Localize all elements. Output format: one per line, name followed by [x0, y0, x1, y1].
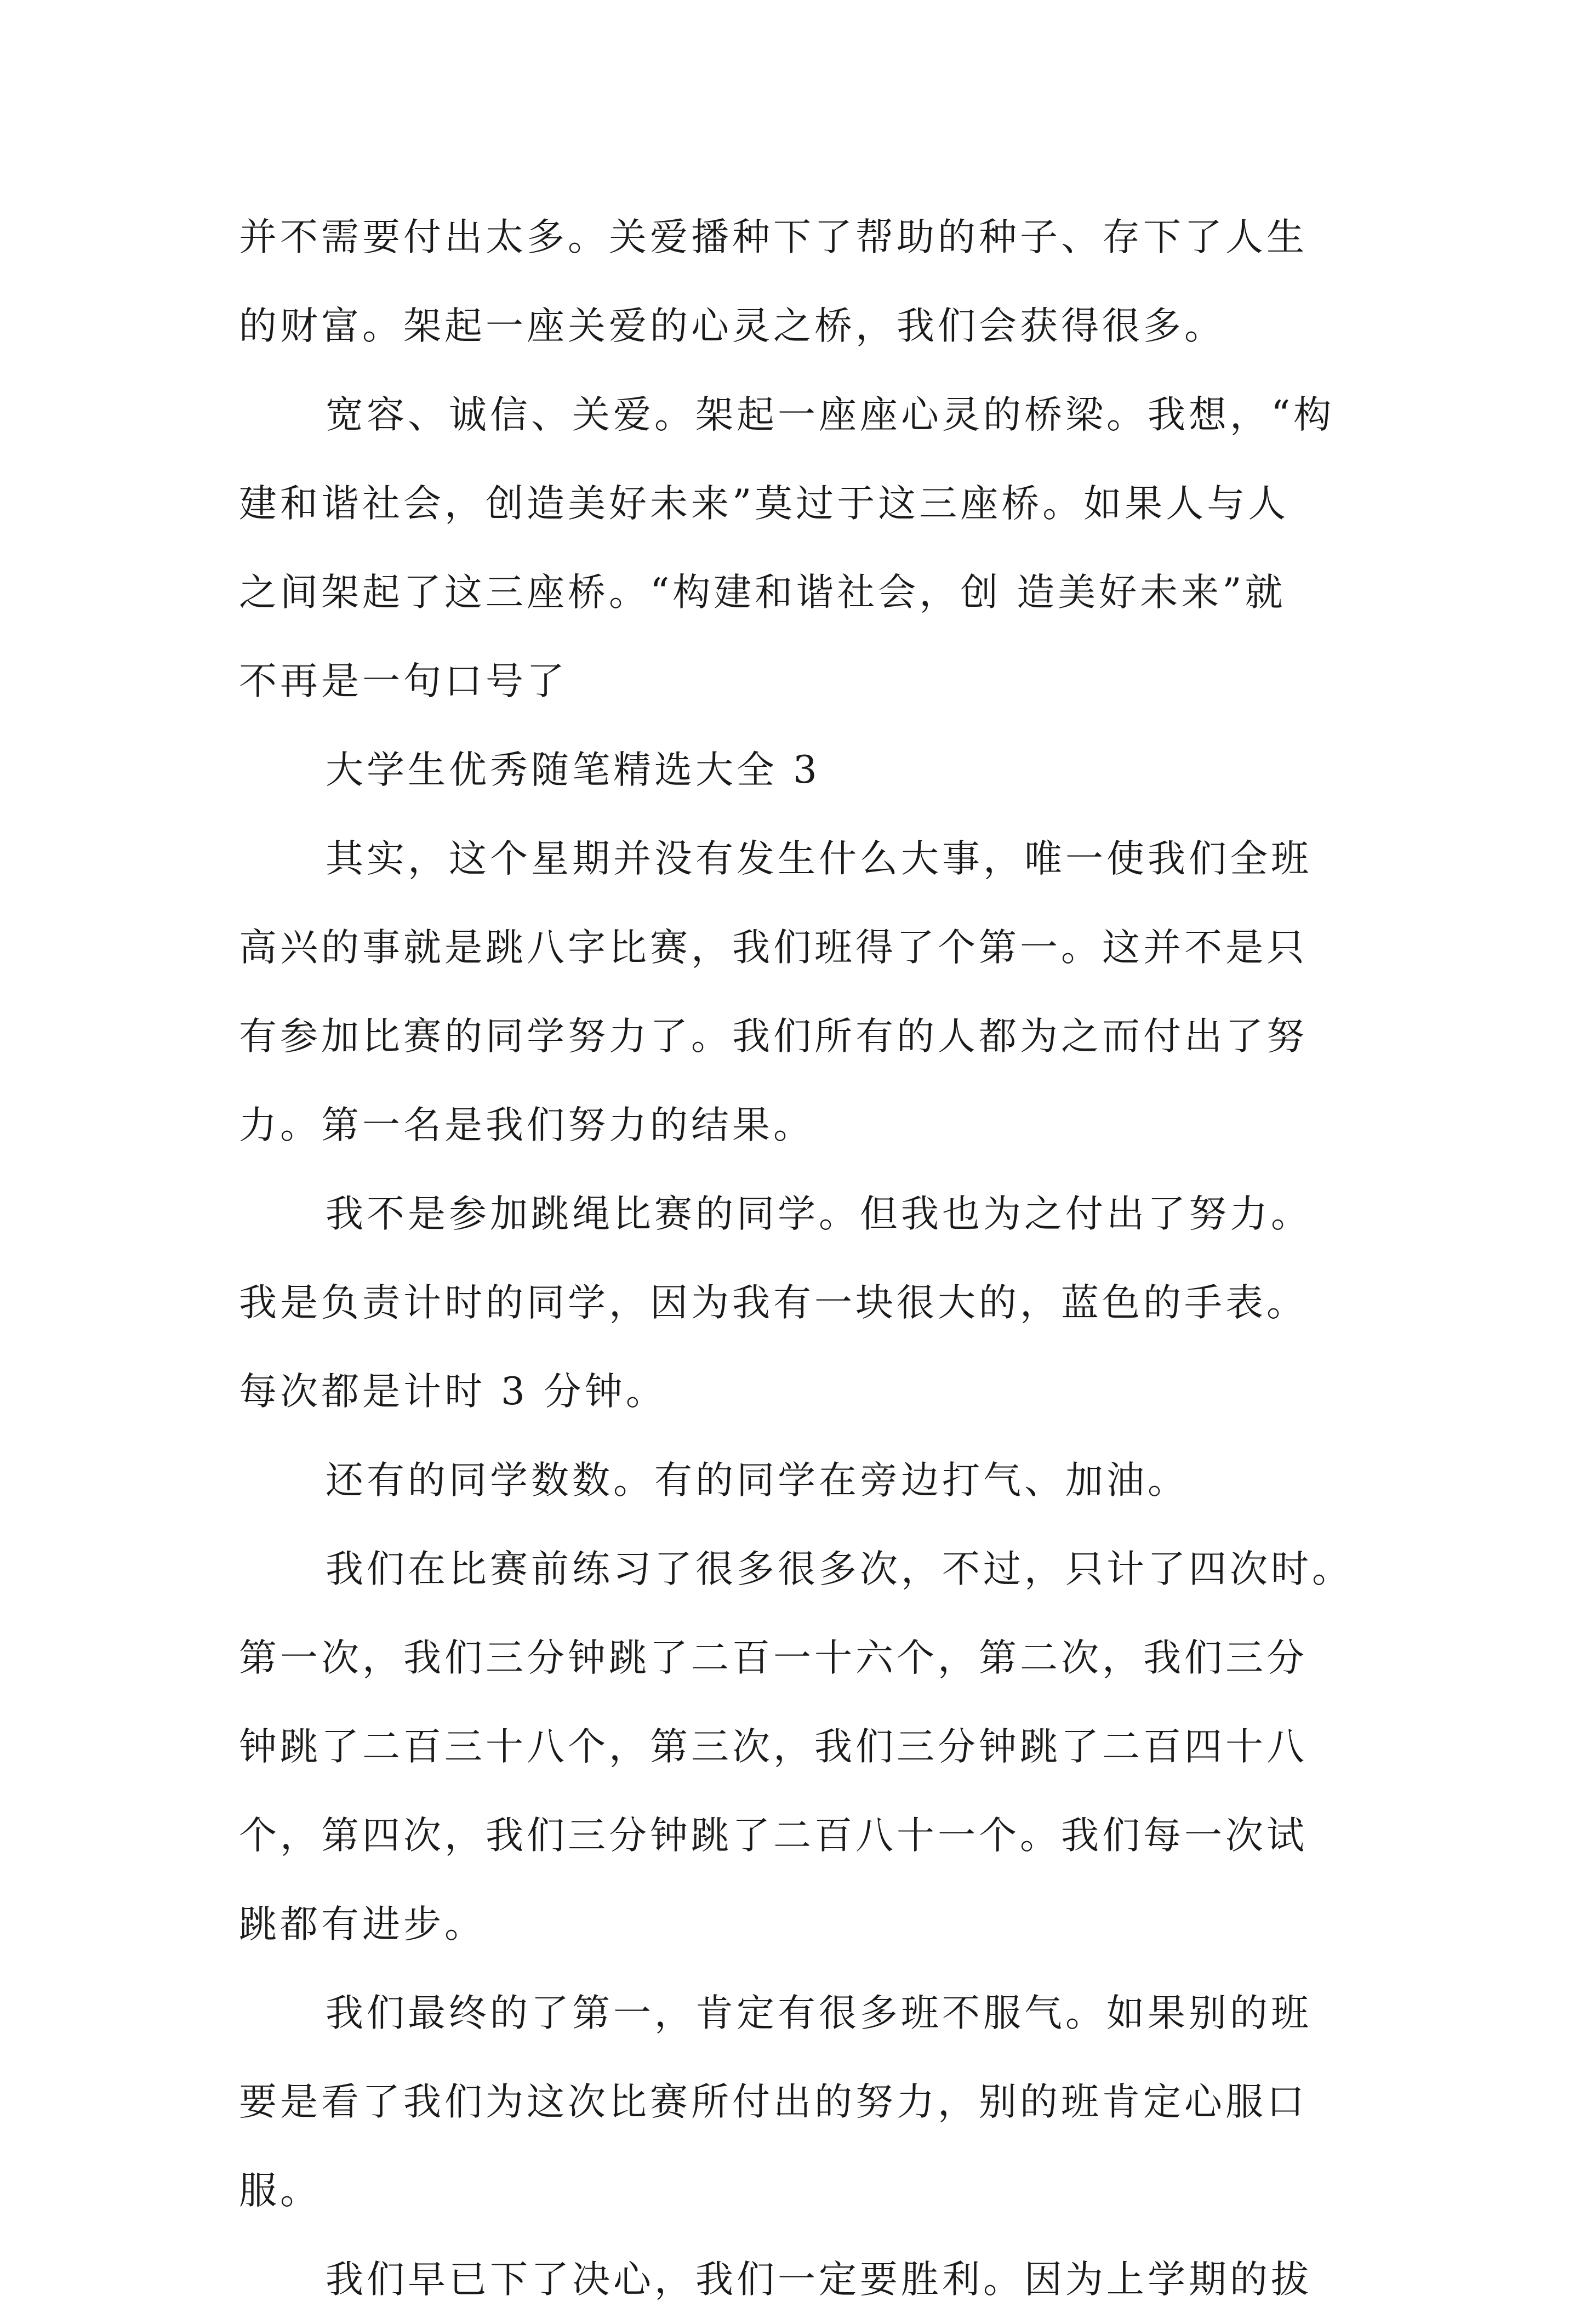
text-line: 大学生优秀随笔精选大全 3	[326, 748, 820, 792]
text-line: 我们最终的了第一，肯定有很多班不服气。如果别的班	[326, 1991, 1312, 2035]
text-line: 其实，这个星期并没有发生什么大事，唯一使我们全班	[326, 837, 1312, 881]
text-line: 我们在比赛前练习了很多很多次，不过，只计了四次时。	[326, 1547, 1353, 1591]
paragraph	[239, 1969, 1357, 2235]
paragraph	[239, 193, 1357, 371]
document-body	[239, 193, 1357, 2324]
text-line: 还有的同学数数。有的同学在旁边打气、加油。	[326, 1459, 1189, 1502]
text-line: 我不是参加跳绳比赛的同学。但我也为之付出了努力。	[326, 1192, 1312, 1236]
text-line: 宽容、诚信、关爱。架起一座座心灵的桥梁。我想，“构	[326, 393, 1335, 437]
text-line: 并不需要付出太多。关爱播种下了帮助的种子、存下了人生	[239, 215, 1308, 259]
text-line: 有参加比赛的同学努力了。我们所有的人都为之而付出了努	[239, 1015, 1308, 1058]
text-line: 钟跳了二百三十八个，第三次，我们三分钟跳了二百四十八	[239, 1725, 1308, 1769]
paragraph	[239, 726, 1357, 814]
text-line: 之间架起了这三座桥。“构建和谐社会，创 造美好未来”就	[239, 571, 1286, 614]
text-line: 我们早已下了决心，我们一定要胜利。因为上学期的拔	[326, 2258, 1312, 2302]
paragraph-list	[239, 193, 1357, 2324]
paragraph	[239, 1170, 1357, 1436]
text-line: 第一次，我们三分钟跳了二百一十六个，第二次，我们三分	[239, 1636, 1308, 1680]
text-line: 服。	[239, 2169, 321, 2213]
paragraph	[239, 814, 1357, 1170]
text-line: 跳都有进步。	[239, 1903, 486, 1946]
text-line: 个，第四次，我们三分钟跳了二百八十一个。我们每一次试	[239, 1814, 1308, 1858]
text-line: 高兴的事就是跳八字比赛，我们班得了个第一。这并不是只	[239, 926, 1308, 970]
paragraph	[239, 2235, 1357, 2324]
text-line: 要是看了我们为这次比赛所付出的努力，别的班肯定心服口	[239, 2080, 1308, 2124]
paragraph	[239, 1436, 1357, 1525]
paragraph	[239, 1525, 1357, 1969]
text-line: 每次都是计时 3 分钟。	[239, 1370, 667, 1414]
text-line: 力。第一名是我们努力的结果。	[239, 1103, 814, 1147]
paragraph	[239, 371, 1357, 726]
text-line: 我是负责计时的同学，因为我有一块很大的，蓝色的手表。	[239, 1281, 1308, 1325]
text-line: 的财富。架起一座关爱的心灵之桥，我们会获得很多。	[239, 304, 1225, 348]
text-line: 建和谐社会，创造美好未来”莫过于这三座桥。如果人与人	[239, 482, 1290, 526]
text-line: 不再是一句口号了	[239, 659, 568, 703]
